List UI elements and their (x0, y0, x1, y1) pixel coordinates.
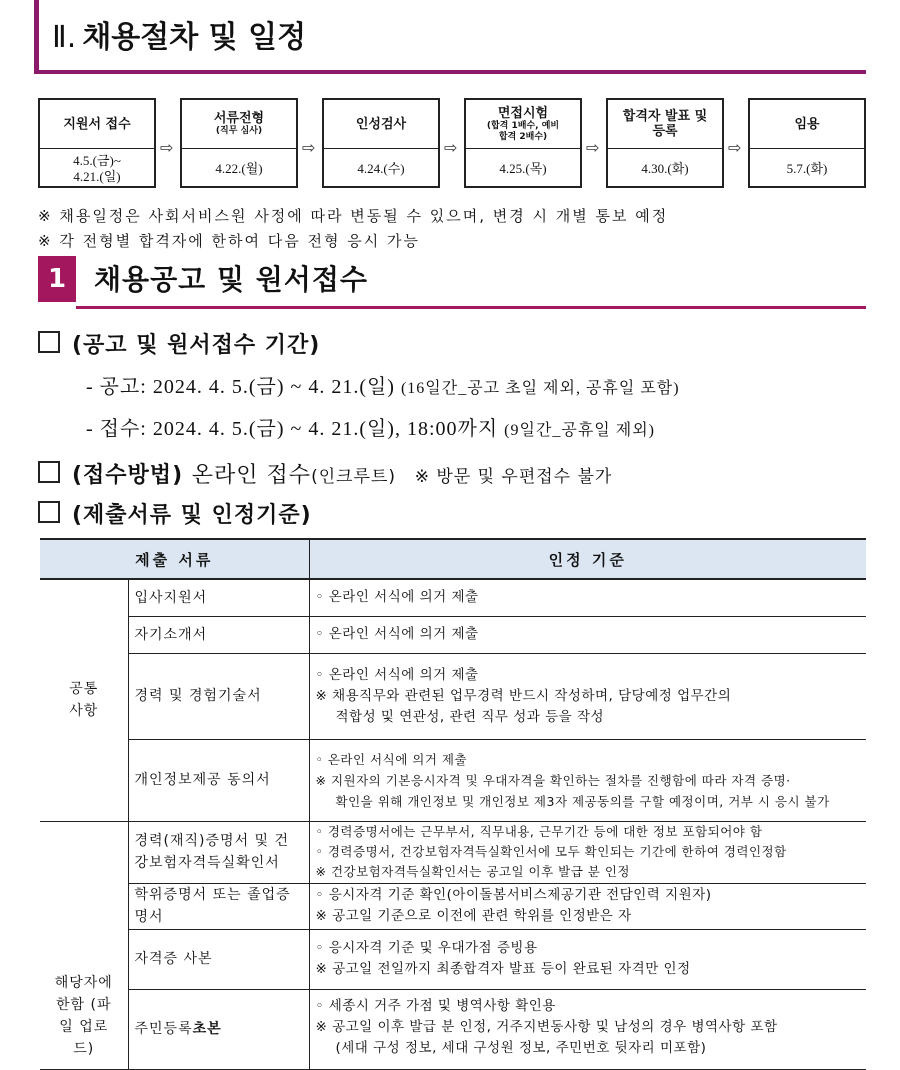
step-name: 합격자 발표 및 등록 (622, 109, 708, 139)
right-arrow-icon: ⇨ (586, 138, 600, 157)
criteria-line: ◦ 온라인 서식에 의거 제출 (315, 626, 479, 642)
section-underline (34, 70, 866, 74)
criteria-cell (309, 616, 866, 653)
criteria-cell (309, 989, 866, 1069)
period-heading (38, 328, 320, 359)
doc-name-bold: 초본 (192, 1021, 222, 1037)
table-row (40, 579, 866, 616)
receipt-note: (9일간_공휴일 제외) (504, 422, 656, 439)
table-row (40, 989, 866, 1069)
table-row (40, 883, 866, 929)
checkbox-square-icon (38, 331, 60, 353)
table-row (40, 821, 866, 883)
checkbox-square-icon (38, 501, 60, 523)
method-heading-text: (접수방법) (72, 463, 184, 488)
step-box (38, 98, 156, 188)
table-header-row (40, 539, 866, 579)
criteria-line: ◦ 세종시 거주 가점 및 병역사항 확인용 (315, 997, 556, 1014)
criteria-cell (309, 883, 866, 929)
step-box (748, 98, 866, 188)
part-number-badge: 1 (38, 256, 76, 302)
group-label: 해당자에 한함 (파일 업로드) (54, 974, 113, 1057)
documents-table (40, 538, 866, 1070)
criteria-line: ※ 공고일 전일까지 최종합격자 발표 등이 완료된 자격만 인정 (315, 961, 691, 977)
announce-text: - 공고: 2024. 4. 5.(금) ~ 4. 21.(일) (86, 376, 395, 398)
step-name: 서류전형 (213, 111, 265, 126)
table-row (40, 653, 866, 739)
step-name: 지원서 접수 (63, 116, 131, 132)
doc-name (128, 989, 309, 1069)
announce-line (86, 370, 680, 399)
step-name: 면접시험 (497, 105, 549, 121)
doc-name: 학위증명서 또는 졸업증명서 (128, 883, 309, 929)
right-arrow-icon: ⇨ (302, 138, 316, 157)
section-number: Ⅱ. (52, 20, 77, 55)
step-name: 임용 (794, 116, 820, 132)
step-box (322, 98, 440, 188)
criteria-cell (309, 739, 866, 821)
step-box (464, 98, 582, 188)
method-text: 온라인 접수 (191, 463, 312, 488)
header-documents: 제출 서류 (40, 539, 309, 579)
doc-name-part: 주민등록 (134, 1021, 193, 1037)
criteria-cell (309, 579, 866, 616)
right-arrow-icon: ⇨ (444, 138, 458, 157)
checkbox-square-icon (38, 461, 60, 483)
doc-name: 입사지원서 (128, 579, 309, 616)
method-heading (38, 458, 612, 489)
doc-name: 개인정보제공 동의서 (128, 739, 309, 821)
header-criteria: 인정 기준 (309, 539, 866, 579)
method-note: ※ 방문 및 우편접수 불가 (414, 467, 613, 487)
docs-heading (38, 498, 312, 529)
announce-note: (16일간_공고 초일 제외, 공휴일 포함) (400, 380, 680, 397)
criteria-line: ※ 공고일 이후 발급 분 인정, 거주지변동사항 및 남성의 경우 병역사항 포함 (315, 1018, 778, 1035)
right-arrow-icon: ⇨ (160, 138, 174, 157)
part-title: 채용공고 및 원서접수 (94, 263, 368, 296)
receipt-line (86, 412, 655, 441)
table-row (40, 929, 866, 989)
group-label: 공통 사항 (69, 681, 99, 720)
step-date: 4.22.(월) (215, 161, 263, 176)
criteria-line: ◦ 온라인 서식에 의거 제출 (315, 666, 479, 683)
criteria-line: ◦ 응시자격 기준 확인(아이돌봄서비스제공기관 전담인력 지원자) (315, 887, 712, 903)
step-sub: (직무 심사) (215, 126, 263, 136)
step-box (606, 98, 724, 188)
step-date: 4.24.(수) (357, 161, 405, 176)
table-row (40, 739, 866, 821)
criteria-cell (309, 653, 866, 739)
criteria-line: ◦ 응시자격 기준 및 우대가점 증빙용 (315, 940, 538, 956)
step-name: 인성검사 (355, 116, 407, 132)
section-accent-bar (34, 0, 39, 74)
step-box (180, 98, 298, 188)
criteria-line: 확인을 위해 개인정보 및 개인정보 제3자 제공동의를 구할 예정이며, 거부 시 응시 불가 (335, 793, 830, 809)
step-sub: (합격 1배수, 예비합격 2배수) (486, 120, 560, 142)
criteria-line: ◦ 온라인 서식에 의거 제출 (315, 751, 468, 767)
criteria-line: ◦ 경력증명서에는 근무부서, 직무내용, 근무기간 등에 대한 정보 포함되어야 함 (315, 824, 763, 839)
step-date: 4.30.(화) (641, 161, 689, 176)
section-title-text: 채용절차 및 일정 (82, 20, 307, 55)
criteria-line: 적합성 및 연관성, 관련 직무 성과 등을 작성 (335, 708, 605, 725)
criteria-cell (309, 929, 866, 989)
doc-name: 경력 및 경험기술서 (128, 653, 309, 739)
step-date: 4.25.(목) (499, 161, 547, 176)
step-date: 5.7.(화) (786, 161, 828, 176)
docs-heading-text: (제출서류 및 인정기준) (72, 503, 312, 528)
schedule-note: ※ 각 전형별 합격자에 한하여 다음 전형 응시 가능 (38, 232, 421, 250)
doc-name: 자격증 사본 (128, 929, 309, 989)
right-arrow-icon: ⇨ (728, 138, 742, 157)
method-paren: (인크루트) (311, 467, 397, 487)
criteria-line: ※ 지원자의 기본응시자격 및 우대자격을 확인하는 절차를 진행함에 따라 자격 증명· (315, 772, 791, 788)
group-applicable (40, 821, 128, 1069)
criteria-line: ◦ 경력증명서, 건강보험자격득실확인서에 모두 확인되는 기간에 한하여 경력인정함 (315, 844, 787, 859)
period-heading-text: (공고 및 원서접수 기간) (72, 333, 321, 358)
schedule-note: ※ 채용일정은 사회서비스원 사정에 따라 변동될 수 있으며, 변경 시 개별 통보 예정 (38, 207, 669, 225)
criteria-line: ※ 공고일 기준으로 이전에 관련 학위를 인정받은 자 (315, 908, 632, 924)
step-date: 4.5.(금)~ 4.21.(일) (73, 153, 121, 184)
criteria-line: ※ 채용직무와 관련된 업무경력 반드시 작성하며, 담당예정 업무간의 (315, 687, 732, 704)
criteria-line: ◦ 온라인 서식에 의거 제출 (315, 589, 479, 606)
group-common (40, 579, 128, 821)
criteria-line: (세대 구성 정보, 세대 구성원 정보, 주민번호 뒷자리 미포함) (335, 1039, 707, 1056)
doc-name: 경력(재직)증명서 및 건강보험자격득실확인서 (128, 821, 309, 883)
doc-name: 자기소개서 (128, 616, 309, 653)
part-underline (76, 306, 866, 309)
criteria-line: ※ 건강보험자격득실확인서는 공고일 이후 발급 분 인정 (315, 864, 630, 879)
receipt-text: - 접수: 2024. 4. 5.(금) ~ 4. 21.(일), 18:00까지 (86, 418, 499, 440)
section-title (52, 12, 306, 56)
table-row (40, 616, 866, 653)
criteria-cell (309, 821, 866, 883)
